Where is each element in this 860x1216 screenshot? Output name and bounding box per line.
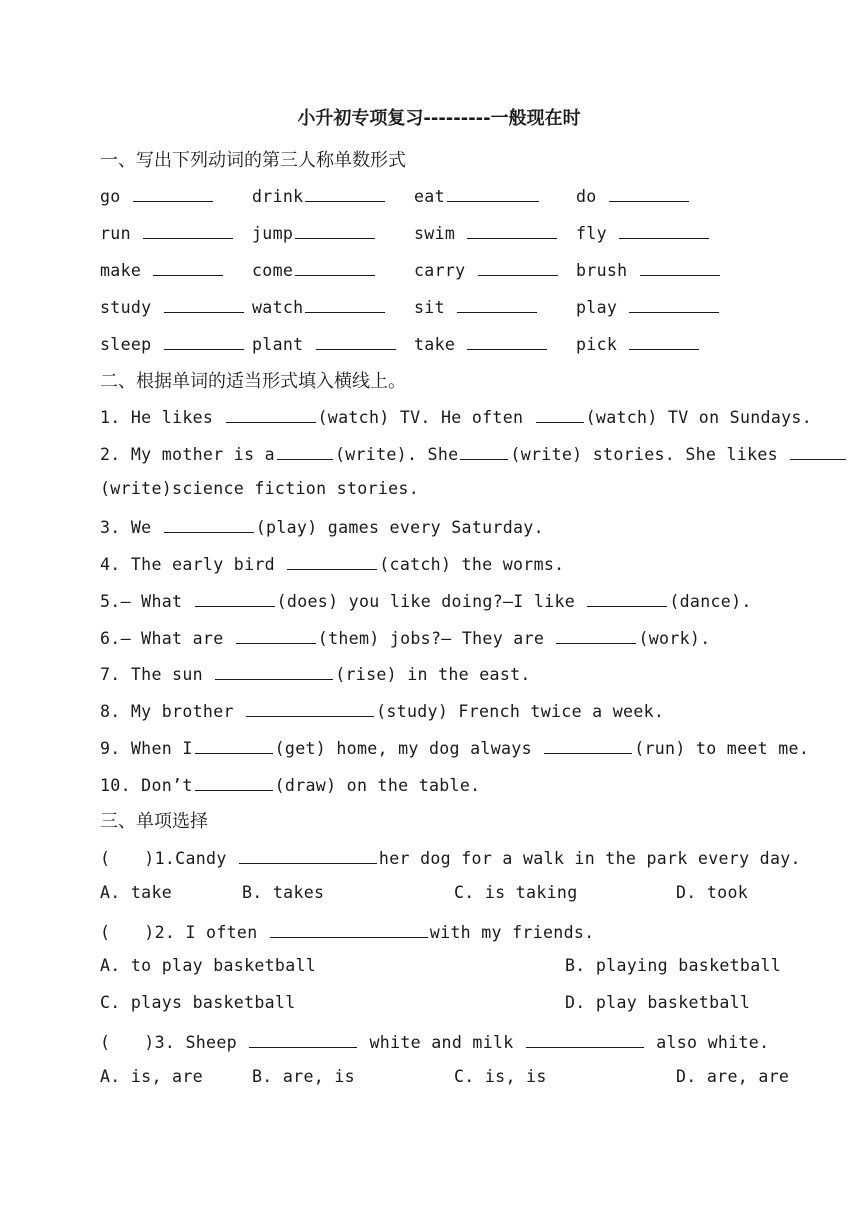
verb-item: go	[100, 184, 215, 206]
answer-blank[interactable]	[164, 515, 254, 533]
answer-blank[interactable]	[195, 589, 275, 607]
option-b[interactable]: B. playing basketball	[565, 956, 782, 975]
verb-item: watch	[252, 295, 387, 317]
section-3-heading: 三、单项选择	[100, 811, 208, 832]
verb-item: fly	[576, 221, 711, 243]
answer-blank[interactable]	[619, 221, 709, 239]
answer-blank[interactable]	[153, 258, 223, 276]
option-b[interactable]: B. takes	[242, 883, 325, 902]
option-d[interactable]: D. took	[676, 883, 749, 902]
question-3: 3. We (play) games every Saturday.	[100, 515, 544, 537]
question-9: 9. When I (get) home, my dog always (run) to meet me.	[100, 736, 809, 758]
answer-blank[interactable]	[609, 184, 689, 202]
verb-item: drink	[252, 184, 387, 206]
question-10: 10. Don’t (draw) on the table.	[100, 773, 480, 795]
answer-blank[interactable]	[790, 442, 846, 460]
question-5: 5.— What (does) you like doing?—I like (dance).	[100, 589, 752, 611]
question-2-continued: (write)science fiction stories.	[100, 479, 419, 498]
option-c[interactable]: C. plays basketball	[100, 993, 296, 1012]
verb-item: plant	[252, 332, 398, 354]
verb-item: do	[576, 184, 691, 206]
answer-blank[interactable]	[305, 295, 385, 313]
verb-item: take	[414, 332, 549, 354]
answer-blank[interactable]	[226, 405, 316, 423]
answer-blank[interactable]	[316, 332, 396, 350]
answer-blank[interactable]	[239, 846, 377, 864]
verb-item: play	[576, 295, 721, 317]
verb-item: jump	[252, 221, 377, 243]
option-b[interactable]: B. are, is	[252, 1067, 355, 1086]
mc-question-3: ( )3. Sheep white and milk also white.	[100, 1030, 769, 1052]
option-c[interactable]: C. is taking	[454, 883, 578, 902]
verb-item: pick	[576, 332, 701, 354]
answer-blank[interactable]	[467, 332, 547, 350]
verb-item: sleep	[100, 332, 246, 354]
answer-blank[interactable]	[587, 589, 667, 607]
answer-blank[interactable]	[640, 258, 720, 276]
answer-blank[interactable]	[295, 258, 375, 276]
option-d[interactable]: D. play basketball	[565, 993, 751, 1012]
answer-blank[interactable]	[143, 221, 233, 239]
answer-blank[interactable]	[277, 442, 333, 460]
mc-question-2: ( )2. I often with my friends.	[100, 920, 594, 942]
answer-blank[interactable]	[447, 184, 539, 202]
option-a[interactable]: A. to play basketball	[100, 956, 317, 975]
answer-blank[interactable]	[460, 442, 508, 460]
option-d[interactable]: D. are, are	[676, 1067, 790, 1086]
verb-item: come	[252, 258, 377, 280]
mc-question-1: ( )1.Candy her dog for a walk in the park every day.	[100, 846, 801, 868]
answer-blank[interactable]	[544, 736, 632, 754]
answer-blank[interactable]	[287, 552, 377, 570]
question-2: 2. My mother is a (write). She (write) stories. She likes	[100, 442, 848, 464]
answer-blank[interactable]	[195, 773, 273, 791]
verb-item: run	[100, 221, 235, 243]
answer-blank[interactable]	[236, 626, 316, 644]
question-1: 1. He likes (watch) TV. He often (watch) TV on Sundays.	[100, 405, 812, 427]
page-title: 小升初专项复习---------一般现在时	[297, 108, 581, 129]
answer-blank[interactable]	[526, 1030, 644, 1048]
section-1-heading: 一、写出下列动词的第三人称单数形式	[100, 150, 406, 171]
section-2-heading: 二、根据单词的适当形式填入横线上。	[100, 371, 406, 392]
answer-blank[interactable]	[246, 699, 374, 717]
answer-blank[interactable]	[249, 1030, 357, 1048]
answer-blank[interactable]	[556, 626, 636, 644]
verb-item: sit	[414, 295, 539, 317]
answer-blank[interactable]	[195, 736, 273, 754]
question-8: 8. My brother (study) French twice a week.	[100, 699, 664, 721]
verb-item: carry	[414, 258, 560, 280]
verb-item: brush	[576, 258, 722, 280]
question-6: 6.— What are (them) jobs?— They are (work).	[100, 626, 711, 648]
question-4: 4. The early bird (catch) the worms.	[100, 552, 564, 574]
answer-blank[interactable]	[629, 295, 719, 313]
answer-blank[interactable]	[164, 295, 244, 313]
verb-item: make	[100, 258, 225, 280]
answer-blank[interactable]	[478, 258, 558, 276]
option-c[interactable]: C. is, is	[454, 1067, 547, 1086]
question-7: 7. The sun (rise) in the east.	[100, 662, 531, 684]
answer-blank[interactable]	[215, 662, 333, 680]
answer-blank[interactable]	[270, 920, 428, 938]
answer-blank[interactable]	[164, 332, 244, 350]
answer-blank[interactable]	[295, 221, 375, 239]
verb-item: eat	[414, 184, 541, 206]
answer-blank[interactable]	[133, 184, 213, 202]
verb-item: swim	[414, 221, 559, 243]
answer-blank[interactable]	[457, 295, 537, 313]
answer-blank[interactable]	[629, 332, 699, 350]
answer-blank[interactable]	[467, 221, 557, 239]
option-a[interactable]: A. is, are	[100, 1067, 203, 1086]
answer-blank[interactable]	[305, 184, 385, 202]
verb-item: study	[100, 295, 246, 317]
answer-blank[interactable]	[536, 405, 584, 423]
option-a[interactable]: A. take	[100, 883, 173, 902]
